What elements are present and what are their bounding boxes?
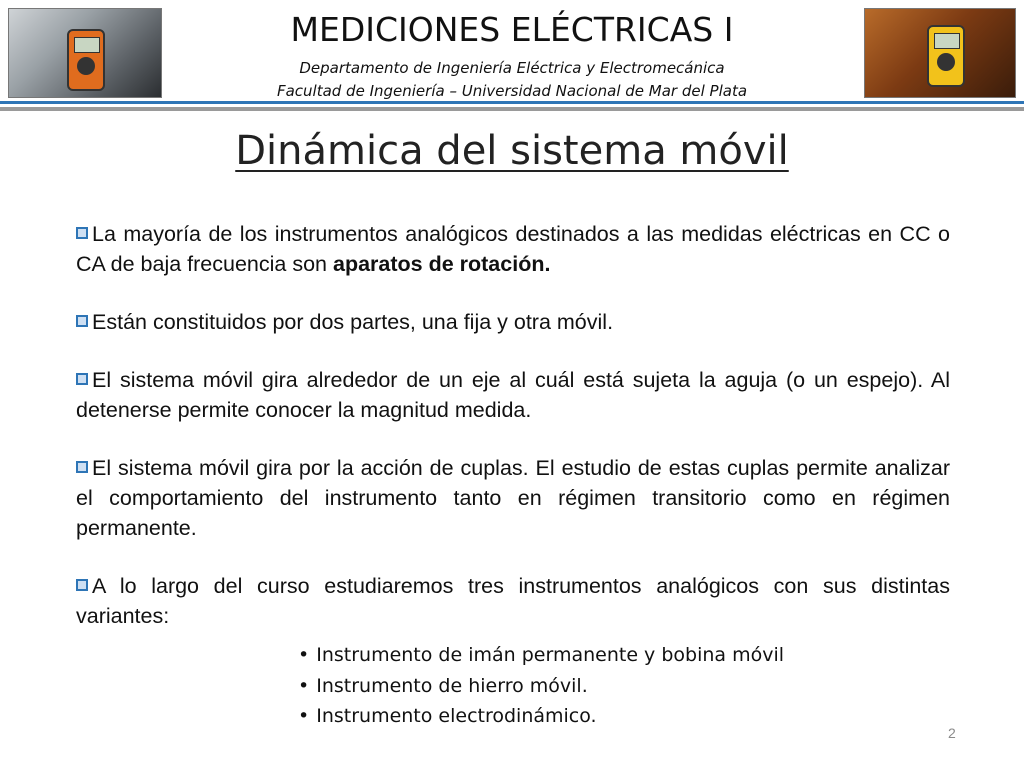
multimeter-photo-left xyxy=(8,8,162,98)
multimeter-icon xyxy=(67,29,105,91)
checkbox-bullet-icon xyxy=(76,579,88,591)
checkbox-bullet-icon xyxy=(76,461,88,473)
instrument-list xyxy=(298,640,784,732)
header-divider-grey xyxy=(0,107,1024,111)
paragraph: El sistema móvil gira alrededor de un eje al cuál está sujeta la aguja (o un espejo). Al detenerse permite conocer la magnitud medida. xyxy=(76,368,950,422)
paragraph: La mayoría de los instrumentos analógicos destinados a las medidas eléctricas en CC o CA de baja frecuencia son aparatos de rotación. xyxy=(76,222,950,276)
checkbox-bullet-icon xyxy=(76,227,88,239)
multimeter-photo-right xyxy=(864,8,1016,98)
slide-title-text: Dinámica del sistema móvil xyxy=(235,128,789,174)
course-title: MEDICIONES ELÉCTRICAS I xyxy=(290,10,734,49)
list-item: • Instrumento de imán permanente y bobina móvil xyxy=(298,640,784,671)
page-number: 2 xyxy=(948,725,956,741)
faculty-subtitle: Facultad de Ingeniería – Universidad Nacional de Mar del Plata xyxy=(276,82,748,100)
slide-content xyxy=(76,219,950,659)
paragraph: A lo largo del curso estudiaremos tres instrumentos analógicos con sus distintas variantes: xyxy=(76,574,950,628)
slide-title xyxy=(100,128,924,174)
checkbox-bullet-icon xyxy=(76,373,88,385)
list-item: • Instrumento de hierro móvil. xyxy=(298,671,784,702)
list-item: • Instrumento electrodinámico. xyxy=(298,701,784,732)
header-divider-blue xyxy=(0,101,1024,104)
multimeter-icon xyxy=(927,25,965,87)
paragraph: Están constituidos por dos partes, una fija y otra móvil. xyxy=(76,307,950,337)
checkbox-bullet-icon xyxy=(76,315,88,327)
department-subtitle: Departamento de Ingeniería Eléctrica y Electromecánica xyxy=(299,59,725,77)
paragraph: El sistema móvil gira por la acción de cuplas. El estudio de estas cuplas permite analizar el comportamiento del instrumento tanto en régimen transitorio como en régimen permanente. xyxy=(76,456,950,540)
